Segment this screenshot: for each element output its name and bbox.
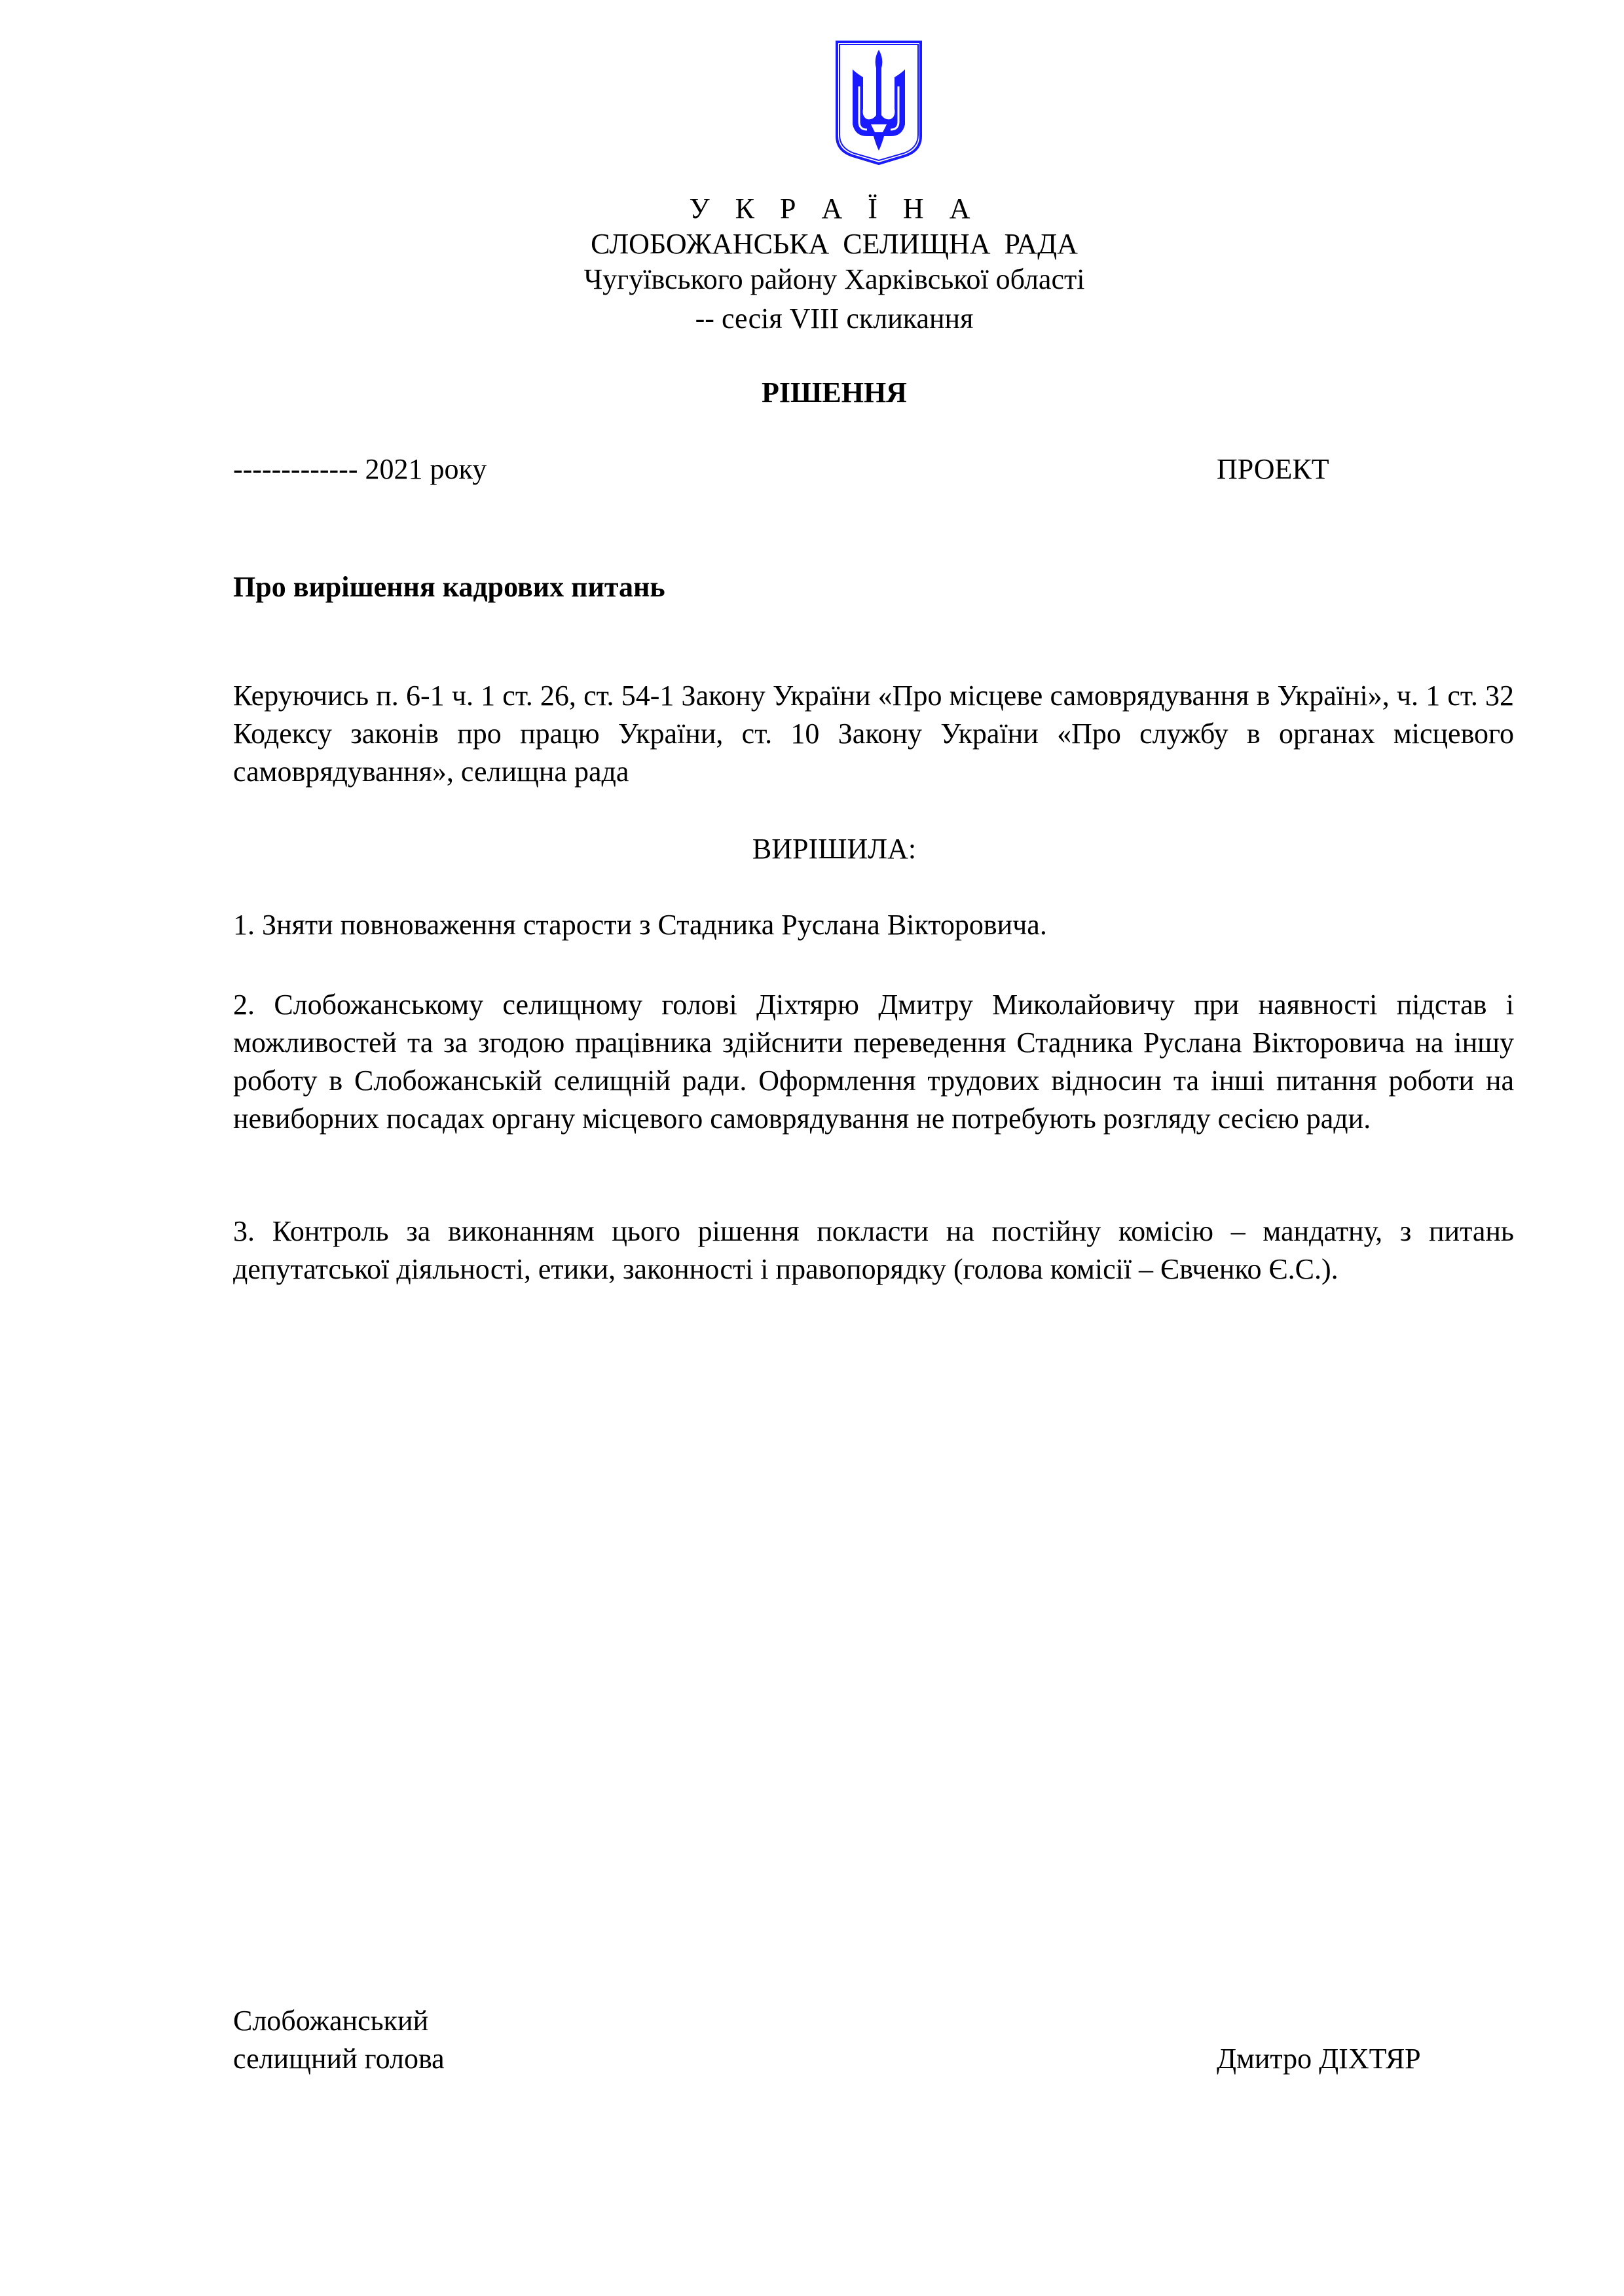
session-line: -- сесія VIII скликання — [695, 302, 974, 335]
signatory-name: Дмитро ДІХТЯР — [1217, 2043, 1421, 2075]
signatory-position — [233, 2002, 445, 2078]
district-name: Чугуївського району Харківської області — [583, 263, 1085, 295]
decision-item-2: 2. Слобожанському селищному голові Діхтярю Дмитру Миколайовичу при наявності підстав і можливостей та за згодою працівника здійснити переведення Стадника Руслана Вікторовича на іншу роботу в Слобожанській селищній ради. Оформлення трудових відносин та інші питання роботи на невиборних посадах органу місцевого самоврядування не потребують розгляду сесією ради. — [233, 989, 1514, 1135]
decision-item-3: 3. Контроль за виконанням цього рішення покласти на постійну комісію – мандатну, з питань депутатської діяльності, етики, законності і правопорядку (голова комісії – Євченко Є.С.). — [233, 1215, 1514, 1285]
signatory-position-line-2: селищний голова — [233, 2043, 445, 2075]
decision-subject: Про вирішення кадрових питань — [233, 571, 665, 603]
signatory-position-line-1: Слобожанський — [233, 2005, 429, 2037]
resolved-heading: ВИРІШИЛА: — [752, 833, 917, 865]
draft-stamp: ПРОЕКТ — [1217, 453, 1329, 485]
ukraine-coat-of-arms-icon — [833, 38, 925, 166]
decision-date: ------------- 2021 року — [233, 453, 487, 485]
country-name: У К Р А Ї Н А — [689, 192, 980, 225]
preamble-paragraph: Керуючись п. 6-1 ч. 1 ст. 26, ст. 54-1 Закону України «Про місцеве самоврядування в Україні», ч. 1 ст. 32 Кодексу законів про працю України, ст. 10 Закону України «Про службу в органах місцевого самоврядування», селищна рада — [233, 680, 1514, 788]
council-name: СЛОБОЖАНСЬКА СЕЛИЩНА РАДА — [591, 228, 1078, 260]
document-type: РІШЕННЯ — [762, 376, 907, 409]
decision-item-1: 1. Зняти повноваження старости з Стадника Руслана Вікторовича. — [233, 909, 1047, 941]
